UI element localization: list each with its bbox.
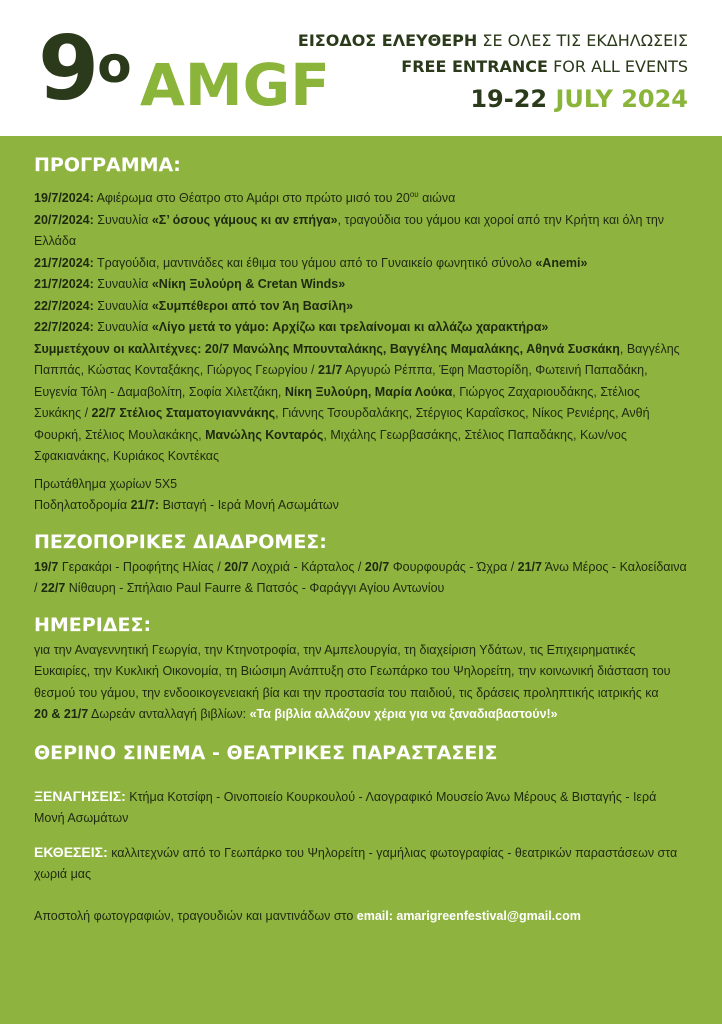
artists-text: Αργυρώ Ρέππα, Έφη Μαστορίδη, Φωτεινή Παπαδάκη, Ευγενία Τόλη - Δαμαβολίτη, Σοφία Χιλετζάκη,: [34, 363, 648, 399]
tours-text: Κτήμα Κοτσίφη - Οινοποιείο Κουρκουλού - Λαογραφικό Μουσείο Άνω Μέρους & Βισταγής - Ιερά Μονή Ασωμάτων: [34, 789, 657, 826]
hike-route: Λοχριά - Κάρταλος /: [248, 559, 365, 574]
cinema-heading: ΘΕΡΙΝΟ ΣΙΝΕΜΑ - ΘΕΑΤΡΙΚΕΣ ΠΑΡΑΣΤΑΣΕΙΣ: [34, 741, 498, 764]
artists-text: , Γιάννης Τσουρδαλάκης, Στέργιος Καραΐσκος, Νίκος Ρενιέρης, Ανθή Φουρκή, Στέλιος Μουλακάκης,: [34, 406, 650, 442]
hikes-heading: ΠΕΖΟΠΟΡΙΚΕΣ ΔΙΑΔΡΟΜΕΣ:: [34, 530, 327, 553]
exhibitions-label: ΕΚΘΕΣΕΙΣ:: [34, 843, 108, 860]
program-event: [34, 274, 690, 296]
artists-bold: Νίκη Ξυλούρη, Μαρία Λούκα: [284, 384, 453, 399]
contact-text: Αποστολή φωτογραφιών, τραγουδιών και μαντινάδων στο: [34, 908, 357, 923]
event-title: «Συμπέθεροι από τον Άη Βασίλη»: [151, 298, 354, 313]
event-text: Συναυλία: [93, 277, 152, 292]
cycling-race: [34, 495, 690, 517]
event-text: Τραγούδια, μαντινάδες και έθιμα του γάμου από το Γυναικείο φωνητικό σύνολο: [93, 255, 536, 270]
hike-route: Νίθαυρη - Σπήλαιο Paul Faurre & Πατσός - Φαράγγι Αγίου Αντωνίου: [65, 581, 445, 596]
seminars-text: για την Αναγεννητική Γεωργία, την Κτηνοτροφία, την Αμπελουργία, τη διαχείριση Υδάτων, τις Επιχειρηματικές Ευκαιρίες, την Κυκλική Οικονομία, τη Βιώσιμη Ανάπτυξη στο Γεωπάρκο του Ψηλορείτη, την κοινωνική διάσταση του θεσμού του γάμου, την ενδοοικογενειακή βία και την προστασία του παιδιού, τις δράσεις προληπτικής ιατρικής κα: [34, 642, 671, 700]
event-sup: ου: [409, 190, 419, 199]
edition-ordinal: ο: [97, 36, 130, 94]
hike-date: 20/7: [224, 559, 249, 574]
event-date: 22/7/2024:: [34, 320, 94, 335]
hike-route: Άνω Μέρος - Καλοείδαινα /: [34, 559, 687, 596]
free-entrance-english-bold: FREE ENTRANCE: [401, 57, 548, 76]
cycling-text: Ποδηλατοδρομία: [34, 498, 131, 513]
program-event: [34, 253, 690, 275]
hike-date: 20/7: [364, 559, 390, 574]
event-title: «Λίγο μετά το γάμο: Αρχίζω και τρελαίνομαι κι αλλάζω χαρακτήρα»: [151, 320, 549, 335]
artists-bold: 21/7: [317, 363, 343, 378]
poster-content: [34, 150, 690, 927]
book-exchange: [34, 704, 690, 726]
program-event: [34, 184, 690, 210]
festival-name: AMGF: [140, 51, 330, 119]
event-title: «Σ’ όσους γάμους κι αν επήγα»: [151, 212, 338, 227]
email-link[interactable]: amarigreenfestival@gmail.com: [392, 908, 581, 923]
event-text: Συναυλία: [93, 298, 152, 313]
tours: [34, 786, 690, 830]
artists-bold: Μανώλης Κονταρός: [205, 427, 324, 442]
event-title: «Anemi»: [535, 255, 588, 270]
hikes-list: [34, 557, 690, 600]
event-text: Συναυλία: [93, 212, 152, 227]
festival-month-year: JULY 2024: [555, 85, 688, 113]
event-date: 22/7/2024:: [34, 298, 94, 313]
event-title: «Νίκη Ξυλούρη & Cretan Winds»: [151, 277, 346, 292]
event-date: 20/7/2024:: [34, 212, 94, 227]
artists-text: , Γιώργος Ζαχαριουδάκης, Στέλιος Συκάκης /: [34, 384, 640, 421]
cycling-route: Βισταγή - Ιερά Μονή Ασωμάτων: [159, 498, 339, 513]
festival-days: 19-22: [470, 85, 556, 113]
edition-number: [38, 14, 130, 124]
header-info: [298, 28, 688, 116]
event-text-end: αιώνα: [418, 191, 456, 206]
village-championship: Πρωτάθλημα χωρίων 5Χ5: [34, 476, 178, 491]
artists-bold: 22/7 Στέλιος Σταματογιαννάκης: [91, 406, 276, 421]
event-text: Αφιέρωμα στο Θέατρο στο Αμάρι στο πρώτο μισό του 20: [93, 191, 410, 206]
artists-text: , Μιχάλης Γεωρβασάκης, Στέλιος Παπαδάκης, Κων/νος Σφακιανάκης, Κυριάκος Κοντέκας: [34, 427, 627, 464]
free-entrance-english-rest: FOR ALL EVENTS: [547, 57, 688, 76]
free-entrance-english: [298, 54, 688, 80]
contact-line: [34, 906, 690, 928]
hike-date: 21/7: [517, 559, 542, 574]
program-list: [34, 184, 690, 517]
seminars-heading: ΗΜΕΡΙΔΕΣ:: [34, 613, 152, 636]
festival-dates: [298, 82, 688, 116]
program-event: [34, 296, 690, 318]
book-exchange-text: Δωρεάν ανταλλαγή βιβλίων:: [88, 707, 250, 722]
free-entrance-greek: [298, 28, 688, 54]
book-exchange-quote: «Τα βιβλία αλλάζουν χέρια για να ξαναδιαβαστούν!»: [249, 707, 558, 722]
cycling-date: 21/7:: [130, 498, 160, 513]
hike-route: Γερακάρι - Προφήτης Ηλίας /: [58, 559, 225, 574]
tours-label: ΞΕΝΑΓΗΣΕΙΣ:: [34, 787, 126, 804]
event-text: Συναυλία: [93, 320, 152, 335]
program-event: [34, 317, 690, 339]
event-text-end: , τραγούδια του γάμου και χοροί από την Κρήτη και όλη την Ελλάδα: [34, 212, 665, 249]
exhibitions-text: καλλιτεχνών από το Γεωπάρκο του Ψηλορείτη - γαμήλιας φωτογραφίας - θεατρικών παραστάσεων στα χωριά μας: [34, 845, 678, 882]
poster-header: [0, 0, 722, 136]
artists-bold: Συμμετέχουν οι καλλιτέχνες: 20/7 Μανώλης Μπουνταλάκης, Βαγγέλης Μαμαλάκης, Αθηνά Συσκάκη: [34, 341, 620, 356]
free-entrance-greek-rest: ΣΕ ΟΛΕΣ ΤΙΣ ΕΚΔΗΛΩΣΕΙΣ: [477, 31, 688, 50]
hike-date: 22/7: [40, 581, 66, 596]
free-entrance-greek-bold: ΕΙΣΟΔΟΣ ΕΛΕΥΘΕΡΗ: [297, 31, 478, 50]
hike-route: Φουρφουράς - Ώχρα /: [389, 559, 518, 574]
hike-date: 19/7: [34, 559, 59, 574]
email-label: email:: [356, 908, 393, 923]
program-event: [34, 210, 690, 253]
program-heading: ΠΡΟΓΡΑΜΜΑ:: [34, 154, 181, 176]
artists-text: , Βαγγέλης Παππάς, Κώστας Κονταξάκης, Γιώργος Γεωργίου /: [34, 341, 680, 378]
event-date: 21/7/2024:: [34, 255, 94, 270]
event-date: 19/7/2024:: [34, 191, 94, 206]
event-date: 21/7/2024:: [34, 277, 94, 292]
exhibitions: [34, 842, 690, 886]
edition-digit: 9: [38, 17, 98, 120]
book-exchange-date: 20 & 21/7: [34, 707, 89, 722]
artists-list: [34, 339, 690, 468]
